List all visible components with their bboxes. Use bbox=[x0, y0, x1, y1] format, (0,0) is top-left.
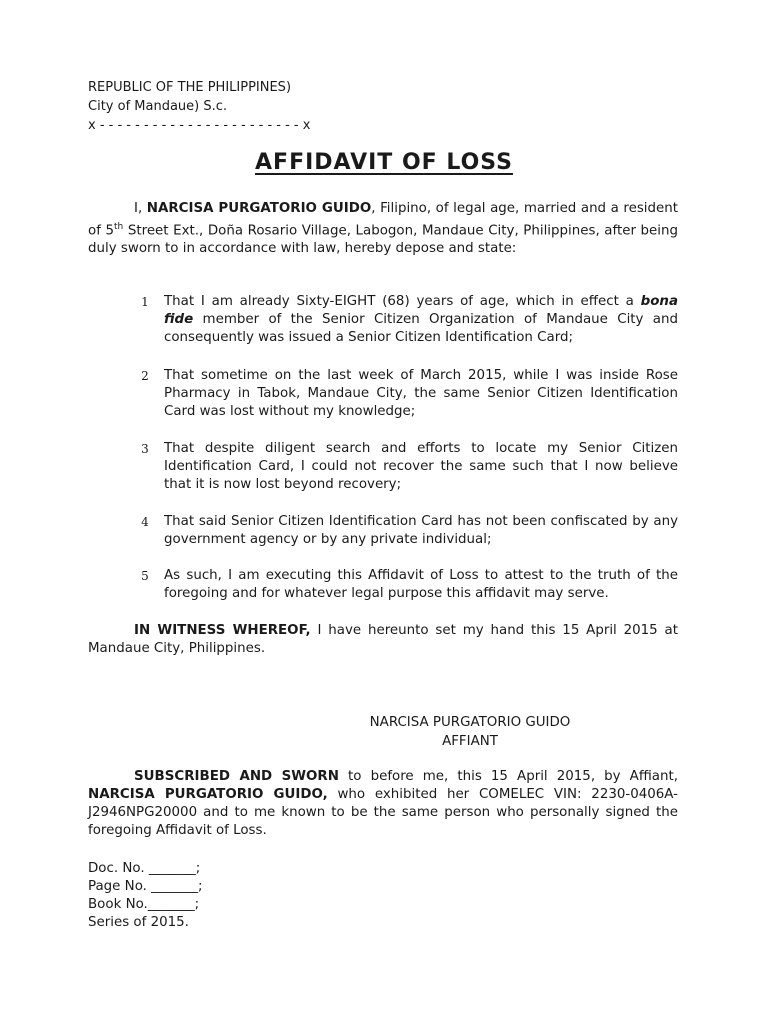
item-text: That sometime on the last week of March 2015, while I was inside Rose Pharmacy in Tabok, Mandaue City, the same Senior Citizen Identification Card was lost without my knowledge; bbox=[164, 368, 678, 419]
ordinal-suffix: th bbox=[114, 222, 124, 232]
item-number: 1 bbox=[141, 295, 149, 309]
item-text: As such, I am executing this Affidavit of Loss to attest to the truth of the foregoing and for whatever legal purpose this affidavit may serve. bbox=[164, 568, 678, 601]
item-number: 2 bbox=[141, 369, 149, 383]
intro-text-3: Street Ext., Doña Rosario Village, Labogon, Mandaue City, Philippines, after being duly sworn to in accordance with law, hereby depose and state: bbox=[88, 223, 679, 257]
book-number: Book No._______; bbox=[88, 897, 200, 912]
intro-text-2: , Filipino, of legal age, married and a resident of 5 bbox=[88, 201, 678, 239]
signature-name: NARCISA PURGATORIO GUIDO bbox=[369, 715, 571, 730]
item-text-post: member of the Senior Citizen Organization of Mandaue City and consequently was issued a Senior Citizen Identification Card; bbox=[164, 312, 678, 345]
item-number: 3 bbox=[141, 442, 149, 456]
item-text-pre: That I am already Sixty-EIGHT (68) years of age, which in effect a bbox=[164, 294, 641, 309]
caption-line-city: City of Mandaue) S.c. bbox=[88, 99, 228, 114]
doc-number: Doc. No. _______; bbox=[88, 861, 201, 876]
item-number: 5 bbox=[141, 569, 149, 583]
item-number: 4 bbox=[141, 515, 149, 529]
page-number: Page No. _______; bbox=[88, 879, 203, 894]
series-year: Series of 2015. bbox=[88, 915, 189, 930]
affiant-name-jurat: NARCISA PURGATORIO GUIDO, bbox=[88, 787, 328, 802]
caption-line-republic: REPUBLIC OF THE PHILIPPINES) bbox=[88, 80, 292, 95]
jurat-text-2: who exhibited her COMELEC VIN: 2230-0406A-J2946NPG20000 and to me known to be the same person who personally signed the foregoing Affidavit of Loss. bbox=[88, 787, 678, 838]
intro-text-1: I, bbox=[134, 201, 147, 216]
caption-divider: x - - - - - - - - - - - - - - - - - - - - - - - x bbox=[88, 118, 311, 133]
jurat-text-1: to before me, this 15 April 2015, by Affiant, bbox=[338, 769, 678, 784]
jurat-paragraph bbox=[88, 768, 678, 840]
item-text: That said Senior Citizen Identification Card has not been confiscated by any government agency or by any private individual; bbox=[164, 514, 678, 547]
signature-role: AFFIANT bbox=[442, 734, 498, 749]
intro-paragraph bbox=[88, 200, 678, 258]
affiant-name-intro: NARCISA PURGATORIO GUIDO bbox=[146, 201, 372, 216]
item-text: That despite diligent search and efforts to locate my Senior Citizen Identification Card, I could not recover the same such that I now believe that it is now lost beyond recovery; bbox=[164, 441, 678, 492]
item-text bbox=[164, 293, 678, 347]
witness-text: I have hereunto set my hand this 15 April 2015 at Mandaue City, Philippines. bbox=[88, 623, 678, 656]
witness-heading: IN WITNESS WHEREOF, bbox=[134, 623, 311, 638]
witness-paragraph bbox=[88, 622, 678, 658]
item-emphasis: bona fide bbox=[164, 294, 678, 327]
jurat-heading: SUBSCRIBED AND SWORN bbox=[134, 769, 339, 784]
document-title: AFFIDAVIT OF LOSS bbox=[255, 150, 513, 175]
